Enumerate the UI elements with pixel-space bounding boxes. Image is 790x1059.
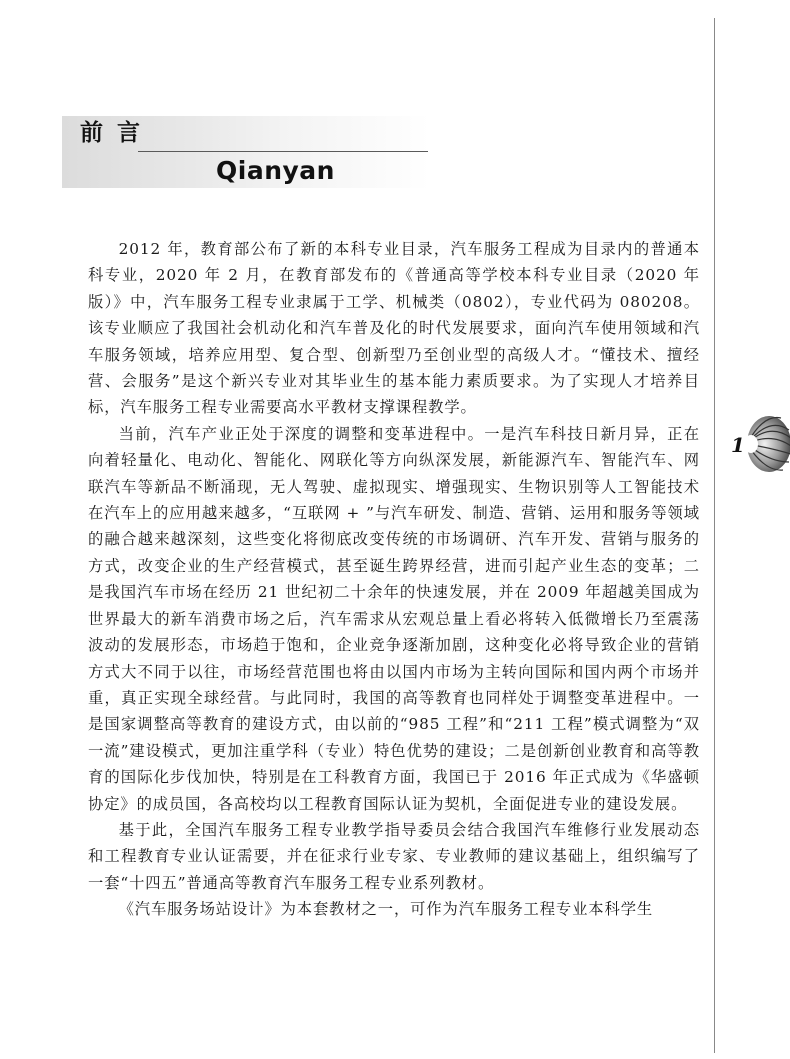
paragraph: 《汽车服务场站设计》为本套教材之一，可作为汽车服务工程专业本科学生 [118,900,654,919]
paragraph: 当前，汽车产业正处于深度的调整和变革进程中。一是汽车科技日新月异，正在向着轻量化、电动化、智能化、网联化等方向纵深发展，新能源汽车、智能汽车、网联汽车等新品不断涌现，无人驾驶、虚拟现实、增强现实、生物识别等人工智能技术在汽车上的应用越来越多，“互联网 + ”与汽车研发、制造、营销、运用和服务等领域的融合越来越深刻，这些变化将彻底改变传统的市场调研、汽车开发、营销与服务的方式，改变企业的生产经营模式，甚至诞生跨界经营，进而引起产业生态的变革；二是我国汽车市场在经历 21 世纪初二十余年的快速发展，并在 2009 年超越美国成为世界最大的新车消费市场之后，汽车需求从宏观总量上看必将转入低微增长乃至震荡波动的发展形态，市场趋于饱和，企业竞争逐渐加剧，这种变化必将导致企业的营销方式大不同于以往，市场经营范围也将由以国内市场为主转向国际和国内两个市场并重，真正实现全球经营。与此同时，我国的高等教育也同样处于调整变革进程中。一是国家调整高等教育的建设方式，由以前的“985 工程”和“211 工程”模式调整为“双一流”建设模式，更加注重学科（专业）特色优势的建设；二是创新创业教育和高等教育的国际化步伐加快，特别是在工科教育方面，我国已于 2016 年正式成为《华盛顿协定》的成员国，各高校均以工程教育国际认证为契机，全面促进专业的建设发展。 [88,424,700,813]
paragraph: 2012 年，教育部公布了新的本科专业目录，汽车服务工程成为目录内的普通本科专业，2020 年 2 月，在教育部发布的《普通高等学校本科专业目录（2020 年版）》中，汽车服务工程专业隶属于工学、机械类（0802），专业代码为 080208。该专业顺应了我国社会机动化和汽车普及化的时代发展要求，面向汽车使用领域和汽车服务领域，培养应用型、复合型、创新型乃至创业型的高级人才。“懂技术、擅经营、会服务”是这个新兴专业对其毕业生的基本能力素质要求。为了实现人才培养目标，汽车服务工程专业需要高水平教材支撑课程教学。 [88,240,700,417]
body-text [88,236,700,923]
page-subtitle: Qianyan [216,156,335,185]
margin-rule [714,18,715,1053]
page-title: 前言 [80,120,154,146]
paragraph: 基于此，全国汽车服务工程专业教学指导委员会结合我国汽车维修行业发展动态和工程教育专业认证需要，并在征求行业专家、专业教师的建议基础上，组织编写了一套“十四五”普通高等教育汽车服务工程专业系列教材。 [88,820,700,892]
header-divider [138,151,428,152]
page-number: 1 [731,433,745,457]
